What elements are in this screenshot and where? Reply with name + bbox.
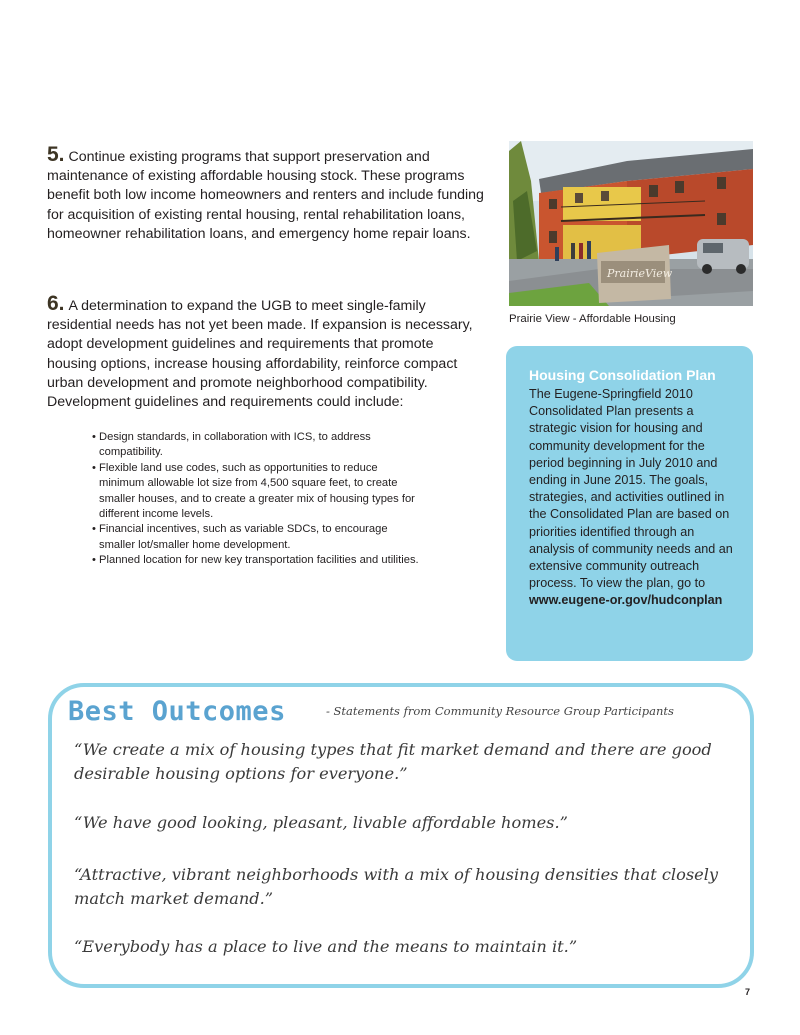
sidebar-title: Housing Consolidation Plan: [529, 367, 716, 383]
list-item: • Financial incentives, such as variable SDCs, to encourage smaller lot/smaller home development.: [92, 523, 388, 551]
prairie-view-photo: [509, 141, 753, 306]
item-5-text: Continue existing programs that support preservation and maintenance of existing affordable housing stock. These programs benefit both low income homeowners and renters and include funding for acquisition of existing rental housing, rental rehabilitation loans, homeowner rehabilitation loans, and emergency home repair loans.: [47, 149, 484, 242]
item-6-number: 6.: [47, 292, 65, 315]
sign-text: PrairieView: [607, 267, 673, 280]
guidelines-list: [92, 430, 422, 569]
item-6-paragraph: [47, 294, 487, 412]
item-5-number: 5.: [47, 143, 65, 166]
quote: “Everybody has a place to live and the means to maintain it.”: [74, 937, 578, 956]
item-6-text: A determination to expand the UGB to meet single-family residential needs has not yet been made. If expansion is necessary, adopt development guidelines and requirements that promote housing options, increase housing affordability, reinforce compact urban development and promote neighborhood compatibility. Development guidelines and requirements could include:: [47, 298, 473, 411]
list-item: • Flexible land use codes, such as opportunities to reduce minimum allowable lot size from 4,500 square feet, to create smaller houses, and to create a greater mix of housing types for different income levels.: [92, 461, 415, 521]
sidebar-body-paragraph: [529, 386, 737, 610]
page-number: 7: [745, 987, 751, 997]
best-outcomes-subtitle: - Statements from Community Resource Group Participants: [326, 704, 674, 718]
best-outcomes-title: Best Outcomes: [68, 696, 286, 727]
best-outcomes-box: [48, 683, 754, 988]
list-item: • Planned location for new key transportation facilities and utilities.: [92, 554, 419, 567]
quote: “Attractive, vibrant neighborhoods with a mix of housing densities that closely match market demand.”: [74, 865, 719, 908]
list-item: • Design standards, in collaboration with ICS, to address compatibility.: [92, 431, 371, 459]
sidebar-body: The Eugene-Springfield 2010 Consolidated Plan presents a strategic vision for housing and community development for the period beginning in July 2010 and ending in June 2015. The goals, strategies, and activities outlined in the Consolidated Plan are based on priorities identified through an analysis of community needs and an extensive community outreach process. To view the plan, go to: [529, 387, 733, 591]
housing-consolidation-sidebar: [506, 346, 753, 661]
quote: “We create a mix of housing types that fit market demand and there are good desirable housing options for everyone.”: [74, 740, 712, 783]
photo-caption: Prairie View - Affordable Housing: [509, 313, 676, 325]
item-5-paragraph: [47, 145, 487, 244]
quote: “We have good looking, pleasant, livable affordable homes.”: [74, 813, 568, 832]
sidebar-link[interactable]: www.eugene-or.gov/hudconplan: [529, 593, 723, 608]
